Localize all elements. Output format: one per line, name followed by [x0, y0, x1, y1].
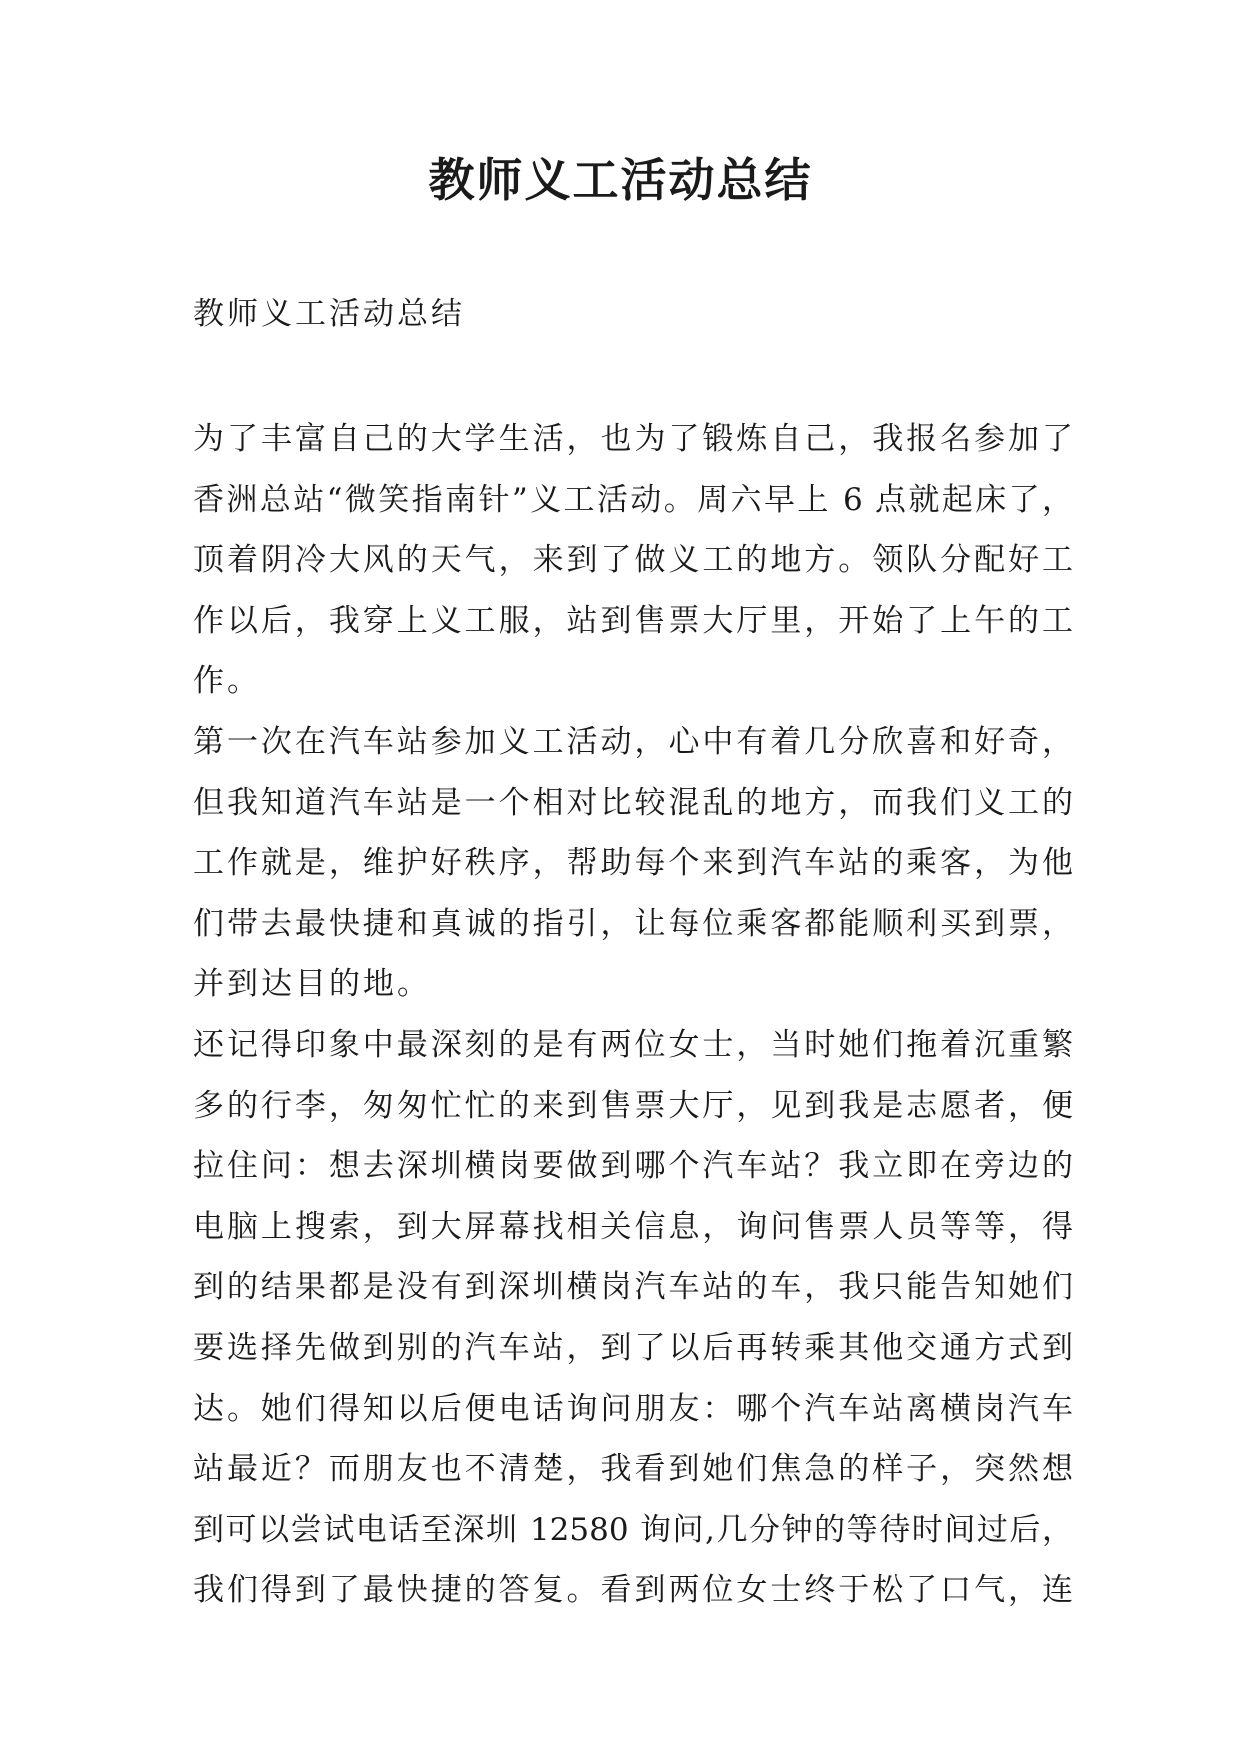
body-text-line: 但我知道汽车站是一个相对比较混乱的地方，而我们义工的 — [193, 784, 1073, 821]
document-subtitle: 教师义工活动总结 — [193, 296, 465, 332]
body-text-line: 我们得到了最快捷的答复。看到两位女士终于松了口气，连 — [193, 1572, 1073, 1609]
body-text-line: 电脑上搜索，到大屏幕找相关信息，询问售票人员等等，得 — [193, 1208, 1073, 1245]
document-body — [193, 409, 1073, 1621]
document-title: 教师义工活动总结 — [428, 153, 813, 207]
body-text-line: 并到达目的地。 — [193, 966, 431, 1003]
body-text-line: 为了丰富自己的大学生活，也为了锻炼自己，我报名参加了 — [193, 421, 1073, 457]
body-text-line: 顶着阴冷大风的天气，来到了做义工的地方。领队分配好工 — [193, 542, 1073, 579]
body-text-line: 到的结果都是没有到深圳横岗汽车站的车，我只能告知她们 — [193, 1269, 1073, 1306]
body-text-line: 多的行李，匆匆忙忙的来到售票大厅，见到我是志愿者，便 — [193, 1087, 1073, 1124]
body-text-line: 要选择先做到别的汽车站，到了以后再转乘其他交通方式到 — [193, 1329, 1073, 1366]
body-text-line: 达。她们得知以后便电话询问朋友：哪个汽车站离横岗汽车 — [193, 1390, 1073, 1427]
body-text-line: 第一次在汽车站参加义工活动，心中有着几分欣喜和好奇， — [193, 723, 1073, 760]
body-text-line: 作以后，我穿上义工服，站到售票大厅里，开始了上午的工 — [193, 602, 1073, 639]
body-text-line: 拉住问：想去深圳横岗要做到哪个汽车站？我立即在旁边的 — [193, 1148, 1073, 1185]
body-text-line: 们带去最快捷和真诚的指引，让每位乘客都能顺利买到票， — [193, 905, 1073, 942]
body-text-line: 作。 — [193, 663, 261, 700]
body-text-line: 香洲总站“微笑指南针”义工活动。周六早上 6 点就起床了， — [193, 481, 1073, 518]
body-text-line: 工作就是，维护好秩序，帮助每个来到汽车站的乘客，为他 — [193, 845, 1073, 882]
body-text-line: 到可以尝试电话至深圳 12580 询问,几分钟的等待时间过后， — [193, 1511, 1073, 1548]
body-text-line: 还记得印象中最深刻的是有两位女士，当时她们拖着沉重繁 — [193, 1026, 1073, 1063]
body-text-line: 站最近？而朋友也不清楚，我看到她们焦急的样子，突然想 — [193, 1451, 1073, 1488]
